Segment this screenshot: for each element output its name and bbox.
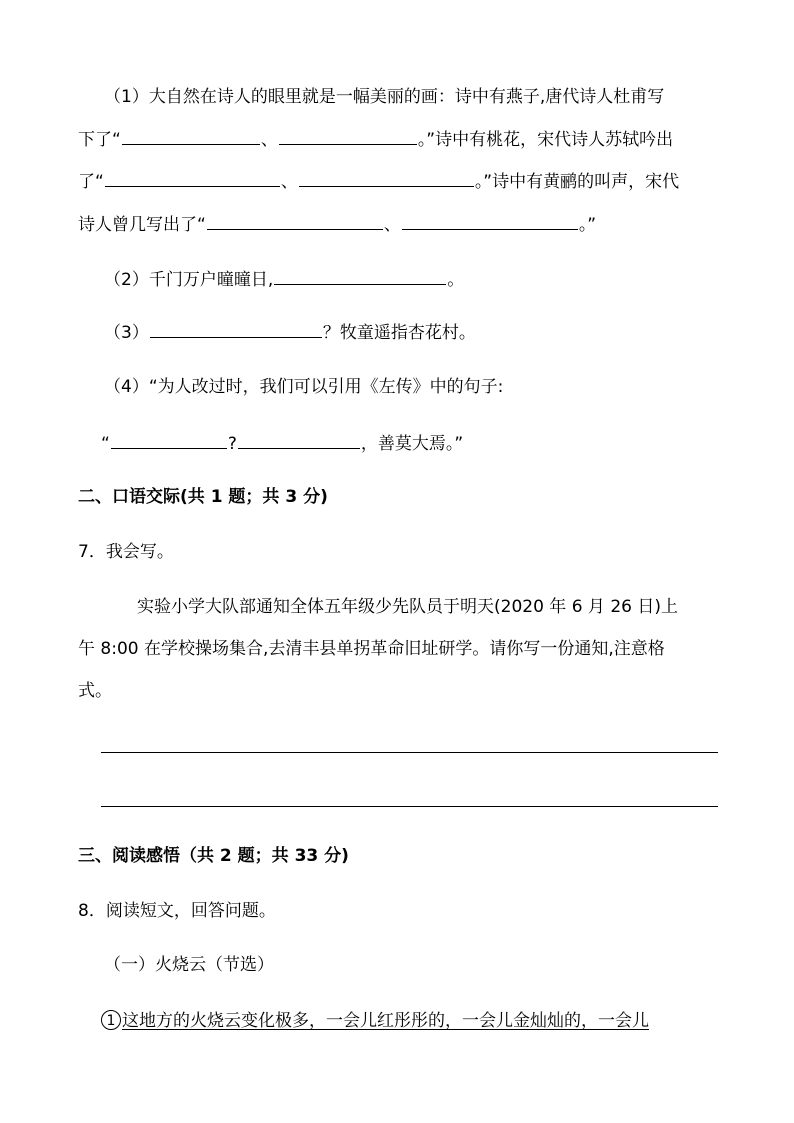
q7-body: 午 8:00 在学校操场集合,去清丰县单拐革命旧址研学。请你写一份通知,注意格 bbox=[78, 639, 665, 659]
q6-part1-text: 。”诗中有黄鹂的叫声，宋代 bbox=[474, 172, 680, 192]
q7-body: 式。 bbox=[78, 681, 112, 701]
q6-part2-text: （2）千门万户曈曈日, bbox=[104, 270, 274, 290]
writing-line[interactable] bbox=[101, 752, 718, 753]
q8-title: 8．阅读短文，回答问题。 bbox=[78, 901, 276, 921]
q7-body-line2 bbox=[78, 637, 794, 661]
paragraph-number: 1 bbox=[101, 1010, 121, 1030]
q6-part1-text: 下了“ bbox=[78, 130, 121, 150]
q6-part1-text: 了“ bbox=[78, 172, 104, 192]
q6-part2 bbox=[104, 267, 794, 292]
open-quote: “ bbox=[101, 434, 110, 454]
q6-part3-text: ？牧童遥指杏花村。 bbox=[322, 323, 476, 343]
q6-part1-line1 bbox=[104, 85, 794, 109]
q6-part1-line3 bbox=[78, 169, 794, 194]
answer-blank[interactable] bbox=[274, 267, 446, 285]
writing-line[interactable] bbox=[101, 806, 718, 807]
paragraph-text: 这地方的火烧云变化极多，一会儿红彤彤的，一会儿金灿灿的，一会儿 bbox=[122, 1011, 649, 1031]
passage-paragraph bbox=[101, 1009, 794, 1033]
q6-part1-text: 。”诗中有桃花，宋代诗人苏轼吟出 bbox=[417, 130, 674, 150]
q6-part4-prompt bbox=[104, 375, 794, 399]
q6-part3-label: （3） bbox=[104, 323, 149, 343]
answer-blank[interactable] bbox=[402, 212, 578, 230]
section2-heading: 二、口语交际(共 1 题；共 3 分) bbox=[78, 487, 328, 507]
answer-blank[interactable] bbox=[279, 127, 417, 145]
q7-body-line3 bbox=[78, 679, 794, 703]
q6-part4-answer bbox=[101, 431, 794, 456]
q8-number bbox=[78, 899, 794, 923]
answer-blank[interactable] bbox=[111, 431, 227, 449]
answer-blank[interactable] bbox=[150, 320, 322, 338]
q7-body: 实验小学大队部通知全体五年级少先队员于明天(2020 年 6 月 26 日)上 bbox=[137, 597, 678, 617]
answer-blank[interactable] bbox=[207, 212, 383, 230]
q7-body-line1 bbox=[137, 595, 794, 619]
q6-part1-text: 诗人曾几写出了“ bbox=[78, 215, 206, 235]
q6-part1-line4 bbox=[78, 212, 794, 237]
q6-part4-text: （4）“为人改过时，我们可以引用《左传》中的句子: bbox=[104, 377, 504, 397]
answer-blank[interactable] bbox=[105, 169, 280, 187]
section3-heading: 三、阅读感悟（共 2 题；共 33 分) bbox=[78, 846, 349, 866]
q7-number bbox=[78, 540, 794, 564]
separator: 、 bbox=[260, 130, 278, 150]
answer-blank[interactable] bbox=[299, 169, 474, 187]
section-heading bbox=[78, 485, 794, 509]
q6-part1-text: 。” bbox=[578, 215, 597, 235]
separator: 、 bbox=[383, 215, 401, 235]
q7-title: 7．我会写。 bbox=[78, 542, 174, 562]
q6-part3 bbox=[104, 320, 794, 345]
q6-part1-line2 bbox=[78, 127, 794, 152]
q6-part4-end: ，善莫大焉。” bbox=[360, 434, 464, 454]
answer-blank[interactable] bbox=[122, 127, 260, 145]
passage-title: （一）火烧云（节选） bbox=[104, 955, 274, 975]
q8-subtitle bbox=[104, 953, 794, 977]
separator: 、 bbox=[280, 172, 298, 192]
section-heading bbox=[78, 844, 794, 868]
question-mark: ? bbox=[227, 434, 237, 454]
answer-blank[interactable] bbox=[238, 431, 360, 449]
q6-part2-end: 。 bbox=[447, 270, 465, 290]
q6-part1-intro: （1）大自然在诗人的眼里就是一幅美丽的画：诗中有燕子,唐代诗人杜甫写 bbox=[104, 87, 665, 107]
